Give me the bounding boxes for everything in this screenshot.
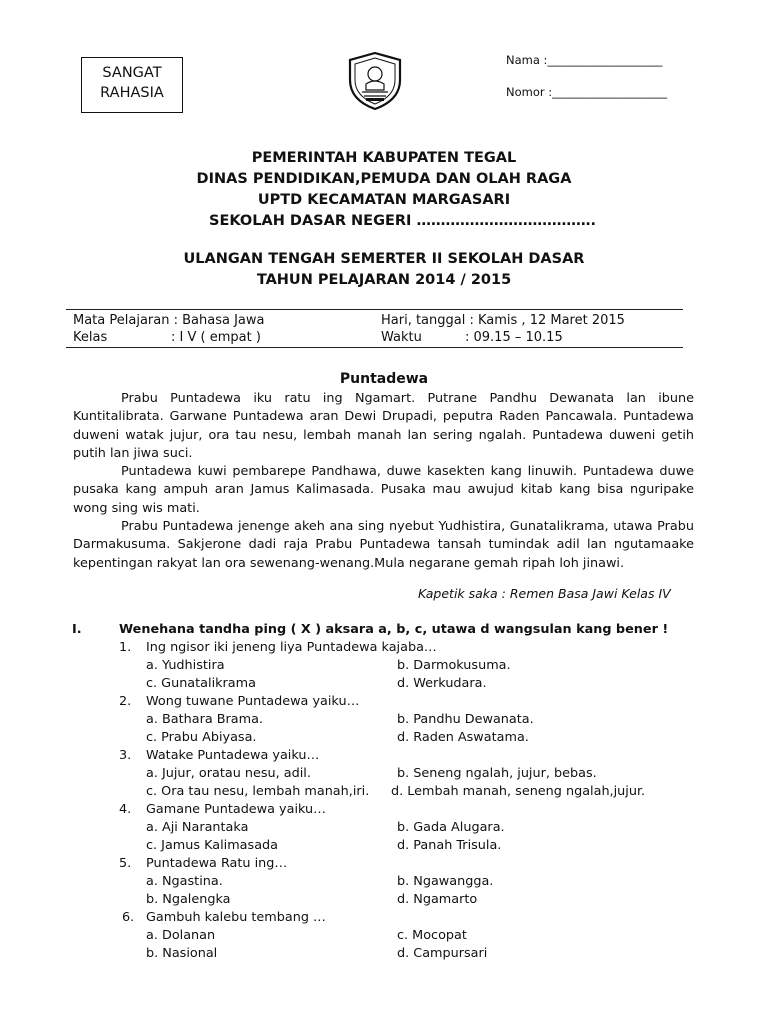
time-value: : 09.15 – 10.15: [465, 330, 563, 345]
header-agency: DINAS PENDIDIKAN,PEMUDA DAN OLAH RAGA: [196, 171, 572, 187]
option-b[interactable]: b. Darmokusuma.: [397, 658, 511, 673]
option-b[interactable]: b. Seneng ngalah, jujur, bebas.: [397, 766, 597, 781]
reading-text: [73, 390, 694, 573]
option-d[interactable]: d. Raden Aswatama.: [397, 730, 529, 745]
option-d[interactable]: d. Ngamarto: [397, 892, 478, 907]
secret-stamp: [81, 57, 183, 113]
subject: Mata Pelajaran : Bahasa Jawa: [73, 313, 265, 328]
question-text: Wong tuwane Puntadewa yaiku…: [146, 694, 360, 709]
reading-paragraph-1: Prabu Puntadewa iku ratu ing Ngamart. Putrane Pandhu Dewanata lan ibune Kuntitalibrata. Garwane Puntadewa aran Dewi Drupadi, peputra Raden Pancawala. Puntadewa duweni watak jujur, ora tau nesu, lembah manah lan sering ngalah. Puntadewa duweni getih putih lan jiwa suci.: [73, 391, 694, 461]
option-c[interactable]: c. Jamus Kalimasada: [146, 838, 278, 853]
section-number: I.: [72, 622, 82, 637]
option-c[interactable]: b. Nasional: [146, 946, 218, 961]
reading-source: Kapetik saka : Remen Basa Jawi Kelas IV: [418, 586, 671, 601]
option-c[interactable]: c. Gunatalikrama: [146, 676, 256, 691]
option-c[interactable]: c. Prabu Abiyasa.: [146, 730, 257, 745]
question-text: Gamane Puntadewa yaiku…: [146, 802, 326, 817]
option-a[interactable]: a. Dolanan: [146, 928, 216, 943]
question-number: 6.: [122, 910, 135, 925]
exam-title: ULANGAN TENGAH SEMERTER II SEKOLAH DASAR: [183, 251, 585, 267]
option-a[interactable]: a. Ngastina.: [146, 874, 223, 889]
stamp-line-1: SANGAT: [102, 65, 162, 81]
divider-bottom: [66, 347, 683, 348]
reading-paragraph-2: Puntadewa kuwi pembarepe Pandhawa, duwe kasekten kang linuwih. Puntadewa duwe pusaka kang ampuh aran Jamus Kalimasada. Pusaka mau awujud kitab kang bisa nguripake wong sing wis mati.: [73, 464, 694, 516]
option-b[interactable]: b. Pandhu Dewanata.: [397, 712, 534, 727]
question-text: Ing ngisor iki jeneng liya Puntadewa kajaba…: [146, 640, 437, 655]
reading-title: Puntadewa: [339, 371, 429, 387]
question-text: Gambuh kalebu tembang …: [146, 910, 326, 925]
exam-year: TAHUN PELAJARAN 2014 / 2015: [256, 272, 512, 288]
header-uptd: UPTD KECAMATAN MARGASARI: [257, 192, 511, 208]
question-text: Puntadewa Ratu ing…: [146, 856, 288, 871]
reading-paragraph-3: Prabu Puntadewa jenenge akeh ana sing nyebut Yudhistira, Gunatalikrama, utawa Prabu Darmakusuma. Sakjerone dadi raja Prabu Puntadewa tansah tumindak adil lan ngutamaake kepentingan rakyat lan ora sewenang-wenang.Mula negarane gemah ripah loh jinawi.: [73, 519, 694, 571]
option-d[interactable]: d. Panah Trisula.: [397, 838, 502, 853]
number-field[interactable]: Nomor :____________________: [506, 85, 668, 99]
question-number: 4.: [119, 802, 132, 817]
option-d[interactable]: d. Lembah manah, seneng ngalah,jujur.: [391, 784, 646, 799]
question-number: 2.: [119, 694, 132, 709]
option-a[interactable]: a. Bathara Brama.: [146, 712, 263, 727]
time-label: Waktu: [381, 330, 422, 345]
option-c[interactable]: b. Ngalengka: [146, 892, 231, 907]
question-number: 3.: [119, 748, 132, 763]
header-school: SEKOLAH DASAR NEGERI ……………………………….: [209, 213, 597, 229]
option-a[interactable]: a. Aji Narantaka: [146, 820, 249, 835]
option-d[interactable]: d. Campursari: [397, 946, 488, 961]
question-number: 5.: [119, 856, 132, 871]
divider-top: [66, 309, 683, 310]
name-field[interactable]: Nama :____________________: [506, 53, 663, 67]
question-text: Watake Puntadewa yaiku…: [146, 748, 320, 763]
option-b[interactable]: b. Gada Alugara.: [397, 820, 505, 835]
option-a[interactable]: a. Yudhistira: [146, 658, 225, 673]
stamp-line-2: RAHASIA: [100, 85, 164, 101]
header-government: PEMERINTAH KABUPATEN TEGAL: [251, 150, 517, 166]
option-b[interactable]: c. Mocopat: [397, 928, 467, 943]
class-label: Kelas: [73, 330, 108, 345]
option-a[interactable]: a. Jujur, oratau nesu, adil.: [146, 766, 311, 781]
option-c[interactable]: c. Ora tau nesu, lembah manah,iri.: [146, 784, 370, 799]
class-value: : I V ( empat ): [171, 330, 261, 345]
question-number: 1.: [119, 640, 132, 655]
section-instruction: Wenehana tandha ping ( X ) aksara a, b, c, utawa d wangsulan kang bener !: [119, 622, 669, 637]
option-b[interactable]: b. Ngawangga.: [397, 874, 494, 889]
regency-crest-icon: [344, 50, 406, 112]
option-d[interactable]: d. Werkudara.: [397, 676, 487, 691]
exam-date: Hari, tanggal : Kamis , 12 Maret 2015: [381, 313, 625, 328]
